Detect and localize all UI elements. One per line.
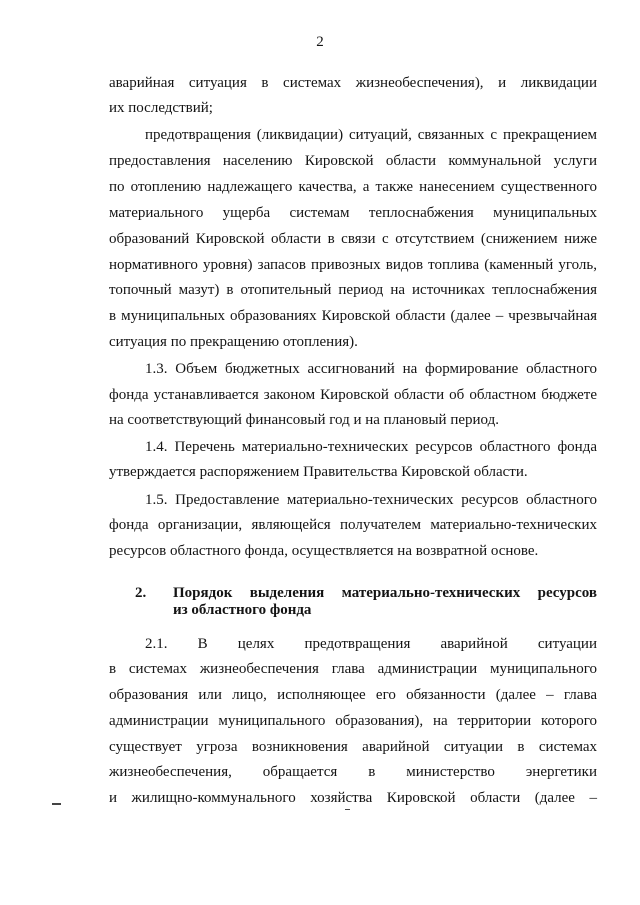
section-title: Порядок выделения материально-технических ресурсов — [173, 585, 597, 601]
text-line: в муниципальных образованиях Кировской области (далее – чрезвычайная — [109, 308, 597, 324]
text-line: 2.1. В целях предотвращения аварийной ситуации — [145, 636, 597, 652]
section-title-continued: из областного фонда — [173, 602, 312, 618]
text-line: их последствий; — [109, 100, 213, 116]
text-line: материального ущерба системам теплоснабжения муниципальных — [109, 205, 597, 221]
text-line: утверждается распоряжением Правительства Кировской области. — [109, 464, 528, 480]
text-line: 1.3. Объем бюджетных ассигнований на формирование областного — [145, 361, 597, 377]
text-line: нормативного уровня) запасов привозных видов топлива (каменный уголь, — [109, 257, 597, 273]
text-line: 1.5. Предоставление материально-технических ресурсов областного — [145, 492, 597, 508]
text-line: ситуация по прекращению отопления). — [109, 334, 358, 350]
text-line: аварийная ситуация в системах жизнеобеспечения), и ликвидации — [109, 75, 597, 91]
page-number: 2 — [316, 34, 324, 50]
text-line: 1.4. Перечень материально-технических ресурсов областного фонда — [145, 439, 597, 455]
text-line: на соответствующий финансовый год и на плановый период. — [109, 412, 499, 428]
text-line: в системах жизнеобеспечения глава администрации муниципального — [109, 661, 597, 677]
text-line: топочный мазут) в отопительный период на источниках теплоснабжения — [109, 282, 597, 298]
text-line: администрации муниципального образования), на территории которого — [109, 713, 597, 729]
scan-mark — [345, 809, 350, 810]
text-line: фонда устанавливается законом Кировской области об областном бюджете — [109, 387, 597, 403]
text-line: образования или лицо, исполняющее его обязанности (далее – глава — [109, 687, 597, 703]
text-line: по отоплению надлежащего качества, а также нанесением существенного — [109, 179, 597, 195]
scan-mark — [52, 803, 61, 805]
text-line: предотвращения (ликвидации) ситуаций, связанных с прекращением — [145, 127, 597, 143]
section-number: 2. — [135, 585, 147, 601]
text-line: существует угроза возникновения аварийной ситуации в системах — [109, 739, 597, 755]
text-line: образований Кировской области в связи с отсутствием (снижением ниже — [109, 231, 597, 247]
text-line: ресурсов областного фонда, осуществляется на возвратной основе. — [109, 543, 539, 559]
text-line: жизнеобеспечения, обращается в министерство энергетики — [109, 764, 597, 780]
text-line: фонда организации, являющейся получателем материально-технических — [109, 517, 597, 533]
text-line: предоставления населению Кировской области коммунальной услуги — [109, 153, 597, 169]
text-line: и жилищно-коммунального хозяйства Кировской области (далее – — [109, 790, 597, 806]
